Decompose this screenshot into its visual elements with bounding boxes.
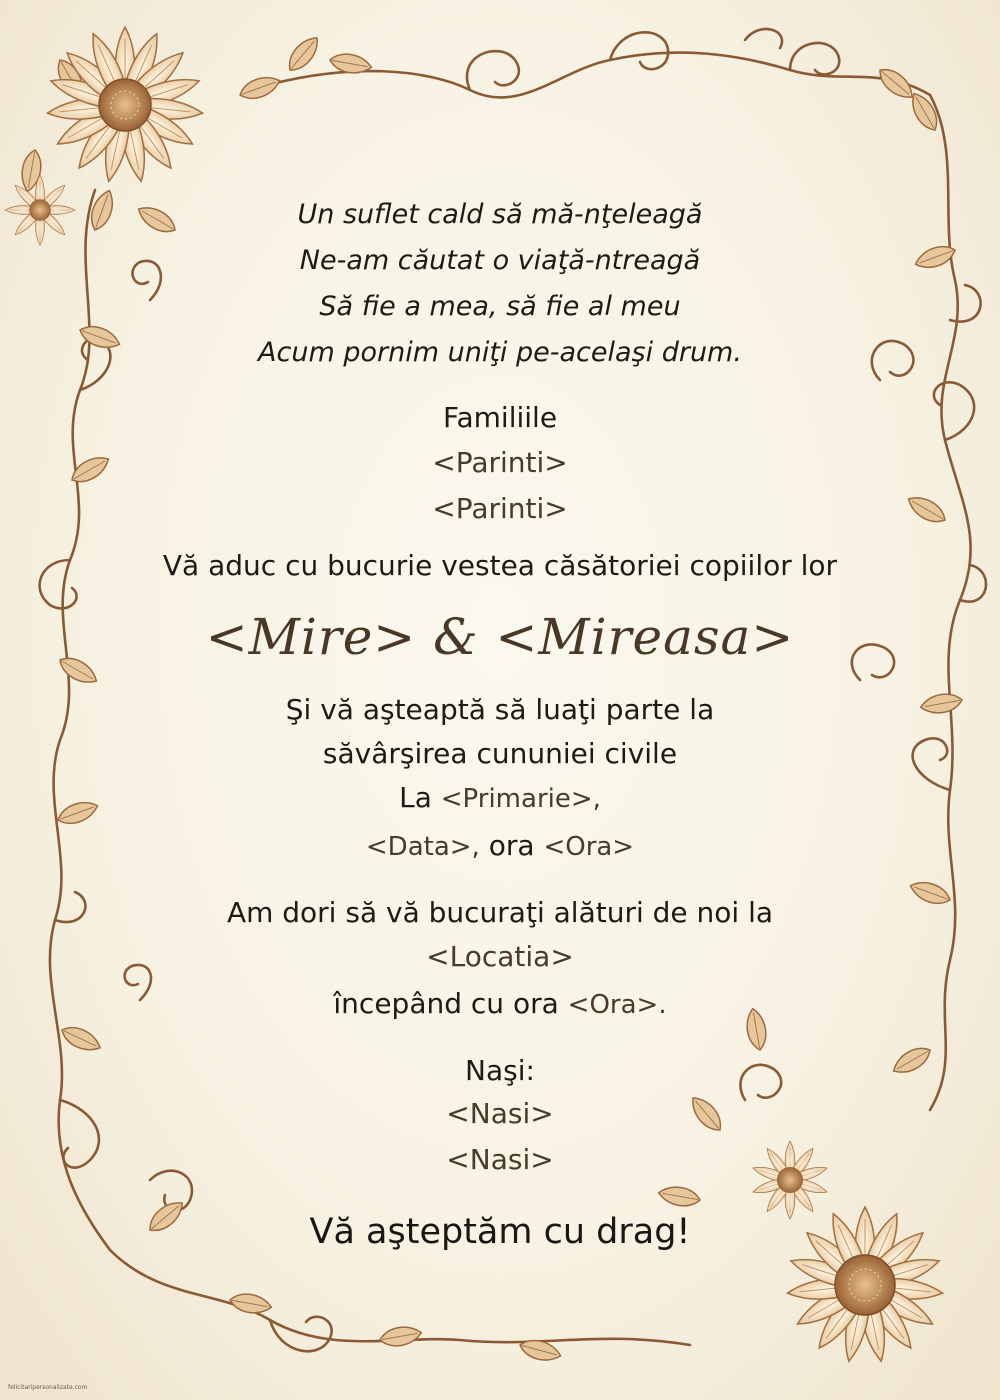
ceremony-date-line <box>0 826 1000 867</box>
poem <box>0 192 1000 376</box>
reception-line-1: Am dori să vă bucuraţi alături de noi la <box>226 896 774 929</box>
poem-line: Să fie a mea, să fie al meu <box>319 291 681 322</box>
start-label: începând cu ora <box>333 987 559 1020</box>
poem-line: Acum pornim uniţi pe-acelaşi drum. <box>258 337 742 368</box>
parents-placeholder: <Parinti> <box>432 492 568 525</box>
couple-names: <Mire> & <Mireasa> <box>205 608 795 666</box>
godparents-placeholder: <Nasi> <box>446 1097 554 1130</box>
venue-placeholder: <Primarie>, <box>440 784 601 814</box>
ceremony-venue-line <box>0 778 1000 819</box>
godparents-label: Naşi: <box>465 1054 535 1087</box>
closing-line: Vă aşteptăm cu drag! <box>309 1212 691 1252</box>
announcement: Vă aduc cu bucurie vestea căsătoriei copiilor lor <box>162 549 838 582</box>
start-time-placeholder: <Ora>. <box>567 990 667 1020</box>
poem-line: Ne-am căutat o viaţă-ntreagă <box>299 245 701 276</box>
time-placeholder: <Ora> <box>543 832 635 862</box>
poem-line: Un suflet cald să mă-nţeleagă <box>297 199 703 230</box>
ceremony-line-2: săvârşirea cununiei civile <box>322 737 678 770</box>
flower-ornament-icon <box>46 27 203 183</box>
reception-time-line <box>0 984 1000 1025</box>
parents-placeholder: <Parinti> <box>432 446 568 479</box>
time-label: ora <box>488 829 535 862</box>
families-label: Familiile <box>442 401 558 434</box>
godparents-placeholder: <Nasi> <box>446 1143 554 1176</box>
location-placeholder: <Locatia> <box>426 940 574 973</box>
site-credit: felicitaripersonalizate.com <box>8 1384 88 1391</box>
at-label: La <box>399 781 432 814</box>
ceremony-line-1: Şi vă aşteaptă să luaţi parte la <box>285 693 715 726</box>
date-placeholder: <Data>, <box>365 832 480 862</box>
